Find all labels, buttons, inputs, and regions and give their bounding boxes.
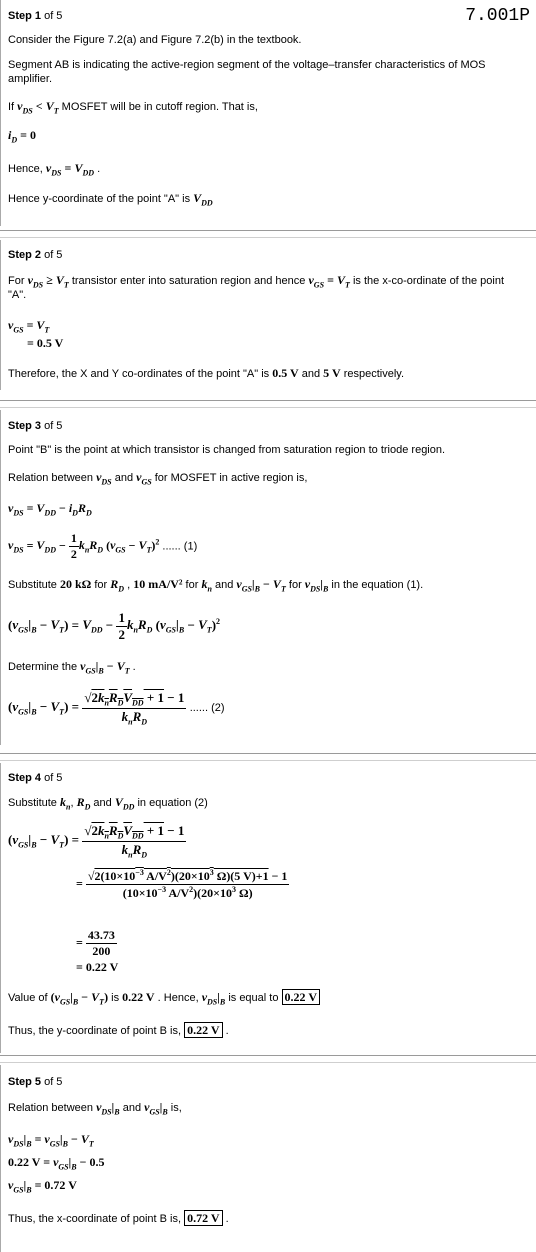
step-5-eq-result: $v_{GS}|_B = 0.72$ V	[8, 1178, 77, 1195]
step-3-line-3: Substitute 20 kΩ for $R_D$ , 10 mA/V² for $k_n$ and $v_{GS}|_B - V_T$ for $v_{DS}|_B$ in the equation (1).	[8, 577, 424, 594]
step-1-line-5: Hence, $v_{DS} = V_{DD}$ .	[8, 161, 101, 178]
divider	[0, 1062, 536, 1063]
step-1-line-3: amplifier.	[8, 73, 53, 85]
step-3-eq-vds: $v_{DS} = V_{DD} - i_DR_D$	[8, 501, 92, 518]
step-3-line-2: Relation between $v_{DS}$ and $v_{GS}$ for MOSFET in active region is,	[8, 470, 308, 487]
step-3-heading: Step 3 of 5	[8, 420, 63, 432]
answer-box: 0.22 V	[282, 989, 320, 1005]
step-1-heading: Step 1 of 5	[8, 10, 63, 22]
step-3-line-4: Determine the $v_{GS}|_B - V_T$ .	[8, 659, 136, 676]
step-4-line-3: Thus, the y-coordinate of point B is, 0.22 V .	[8, 1023, 229, 1037]
step-1-line-1: Consider the Figure 7.2(a) and Figure 7.2(b) in the textbook.	[8, 34, 302, 46]
step-1-eq-id: $i_D = 0$	[8, 128, 36, 145]
step-5-eq-substituted: 0.22 $V = v_{GS}|_B - 0.5$	[8, 1155, 105, 1172]
step-2-eq-value: = 0.5 V	[27, 336, 64, 350]
divider	[0, 753, 536, 754]
step-5-line-2: Thus, the x-coordinate of point B is, 0.72 V .	[8, 1211, 229, 1225]
step-4-line-1: Substitute $k_n$, $R_D$ and $V_{DD}$ in equation (2)	[8, 795, 208, 812]
step-2-heading: Step 2 of 5	[8, 249, 63, 261]
step-1-line-2: Segment AB is indicating the active-region segment of the voltage–transfer characteristics of MOS	[8, 59, 486, 71]
divider	[0, 760, 536, 761]
divider	[0, 400, 536, 401]
step-5-eq-relation: $v_{DS}|_B = v_{GS}|_B - V_T$	[8, 1132, 94, 1149]
step-4-eq-fraction: = $\frac{43.73}{200}$	[76, 928, 115, 958]
step-1-line-4: If $v_{DS} < V_T$ MOSFET will be in cutoff region. That is,	[8, 99, 258, 116]
step-2-line-1: For $v_{DS} \ge V_T$ transistor enter into saturation region and hence $v_{GS} = V_T$ is the x-co-ordinate of the point	[8, 273, 504, 290]
step-3-eq-substituted: $(v_{GS}|_B - V_T) = V_{DD}$ − $\frac{1}{2}$ $k_nR_D$ $(v_{GS}|_B - V_T)^2$	[8, 610, 221, 642]
step-3-eq-1: $v_{DS} = V_{DD}$ − $\frac{1}{2}$ $k_nR_D$ $(v_{GS} - V_T)^2$ ...... (1)	[8, 531, 198, 561]
step-4-line-2: Value of $(v_{GS}|_B - V_T)$ is 0.22 V . Hence, $v_{DS}|_B$ is equal to 0.22 V	[8, 990, 320, 1006]
divider	[0, 1055, 536, 1056]
step-4-heading: Step 4 of 5	[8, 772, 63, 784]
step-4-eq-result: = 0.22 V	[76, 960, 119, 974]
step-4-eq-formula: $(v_{GS}|_B - V_T)$ = $\frac{√2k_nR_DV_{DD} + 1 - 1}{k_nR_D}$	[8, 823, 185, 860]
step-5-line-1: Relation between $v_{DS}|_B$ and $v_{GS}|_B$ is,	[8, 1100, 182, 1117]
step-3-line-1: Point "B" is the point at which transistor is changed from saturation region to triode region.	[8, 444, 446, 456]
step-2-line-2: "A".	[8, 289, 27, 301]
step-4-eq-numeric: = $\frac{√2(10\times 10^{-3} A/V^2)(20\times 10^3 \Omega)(5 V)+1 - 1}{(10\times 10^{-3} A/V^2)(20\times 10^3 \Omega)}$	[76, 868, 288, 900]
answer-box: 0.72 V	[184, 1210, 222, 1226]
divider	[0, 407, 536, 408]
step-5-heading: Step 5 of 5	[8, 1076, 63, 1088]
divider	[0, 237, 536, 238]
problem-code: 7.001P	[465, 6, 530, 26]
step-2-eq-vgs: $v_{GS} = V_T$	[8, 318, 50, 335]
step-1-line-6: Hence y-coordinate of the point "A" is $V_{DD}$	[8, 191, 213, 208]
answer-box: 0.22 V	[184, 1022, 222, 1038]
step-3-eq-2: $(v_{GS}|_B - V_T)$ = $\frac{√2k_nR_DV_{DD} + 1 - 1}{k_nR_D}$ ...... (2)	[8, 690, 225, 727]
step-2-line-3: Therefore, the X and Y co-ordinates of the point "A" is 0.5 V and 5 V respectively.	[8, 366, 405, 380]
divider	[0, 230, 536, 231]
